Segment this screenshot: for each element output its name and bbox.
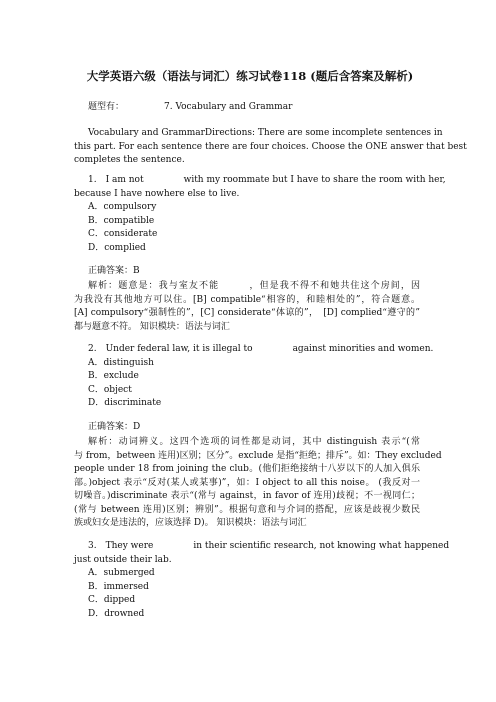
explanation-line: 为我没有其他地方可以住。[B] compatible“相容的，和睦相处的”，符合题意。 — [74, 294, 420, 305]
intro-line: completes the sentence. — [74, 155, 185, 165]
question-stem-start: 3. They were — [88, 541, 154, 551]
question-stem-end: with my roommate but I have to share the room with her, — [183, 175, 446, 185]
explanation-line: 部。)object 表示“反对(某人或某事)”，如：I object to all this noise。 (我反对一 — [74, 477, 420, 488]
intro-line: this part. For each sentence there are four choices. Choose the ONE answer that best — [74, 141, 467, 152]
explanation-line: people under 18 from joining the club。(他们拒绝接纳十八岁以下的人加入俱乐 — [74, 464, 420, 474]
option-d: D．discriminate — [88, 398, 162, 408]
question-1 — [74, 174, 446, 255]
correct-answer: 正确答案：D — [88, 422, 141, 432]
explanation-line: 切噪音。)discriminate 表示“(常与 against，in favor of 连用)歧视；不一视同仁； — [74, 491, 420, 501]
option-b: B．compatible — [88, 215, 155, 226]
explanation-line: 解析：题意是：我与室友不能 ，但是我不得不和她共住这个房间，因 — [88, 281, 420, 291]
option-b: B．exclude — [88, 371, 139, 381]
question-stem-start: 1. I am not — [88, 175, 144, 185]
correct-answer: 正确答案：B — [88, 266, 140, 276]
option-c: C．object — [88, 384, 132, 395]
question-type-value: 7. Vocabulary and Grammar — [164, 102, 293, 112]
question-stem-end: against minorities and women. — [292, 344, 434, 354]
option-b: B．immersed — [88, 581, 149, 592]
explanation-line: 都与题意不符。 知识模块：语法与词汇 — [74, 321, 230, 332]
question-stem-end: in their scientific research, not knowing what happened — [193, 541, 450, 551]
explanation-1 — [74, 280, 420, 334]
question-stem-start: 2. Under federal law, it is illegal to — [88, 344, 253, 354]
option-d: D．drowned — [88, 608, 145, 619]
option-a: A．compulsory — [88, 202, 157, 212]
question-type-label: 题型有： — [88, 102, 125, 112]
explanation-line: 解析：动词辨义。这四个选项的词性都是动词，其中 distinguish 表示“(常 — [88, 437, 420, 447]
option-c: C．considerate — [88, 229, 158, 239]
intro-paragraph — [74, 127, 467, 168]
question-2 — [74, 343, 434, 411]
document-title: 大学英语六级（语法与词汇）练习试卷118 (题后含答案及解析) — [86, 69, 414, 83]
option-a: A．distinguish — [88, 357, 154, 368]
question-stem-continued: just outside their lab. — [74, 554, 172, 565]
question-stem-continued: because I have nowhere else to live. — [74, 188, 240, 199]
option-c: C．dipped — [88, 595, 136, 605]
explanation-line: (常与 between 连用)区别；辨别”。根据句意和与介词的搭配，应该是歧视少数民 — [74, 504, 420, 515]
explanation-line: 族或妇女是违法的，应该选择 D)。 知识模块：语法与词汇 — [74, 518, 307, 528]
option-d: D．complied — [88, 242, 146, 253]
question-type-line — [74, 101, 420, 115]
question-3 — [74, 540, 450, 621]
answer-1 — [74, 265, 420, 279]
answer-2 — [74, 421, 420, 435]
explanation-line: 与 from，between 连用)区别；区分”。exclude 是指“拒绝；排斥”。如：They excluded — [74, 450, 442, 461]
intro-line: Vocabulary and GrammarDirections: There are some incomplete sentences in — [88, 128, 443, 138]
explanation-line: [A] compulsory“强制性的”，[C] considerate“体谅的”， [D] complied“遵守的” — [74, 308, 420, 318]
explanation-2 — [74, 436, 442, 531]
option-a: A．submerged — [88, 568, 155, 578]
